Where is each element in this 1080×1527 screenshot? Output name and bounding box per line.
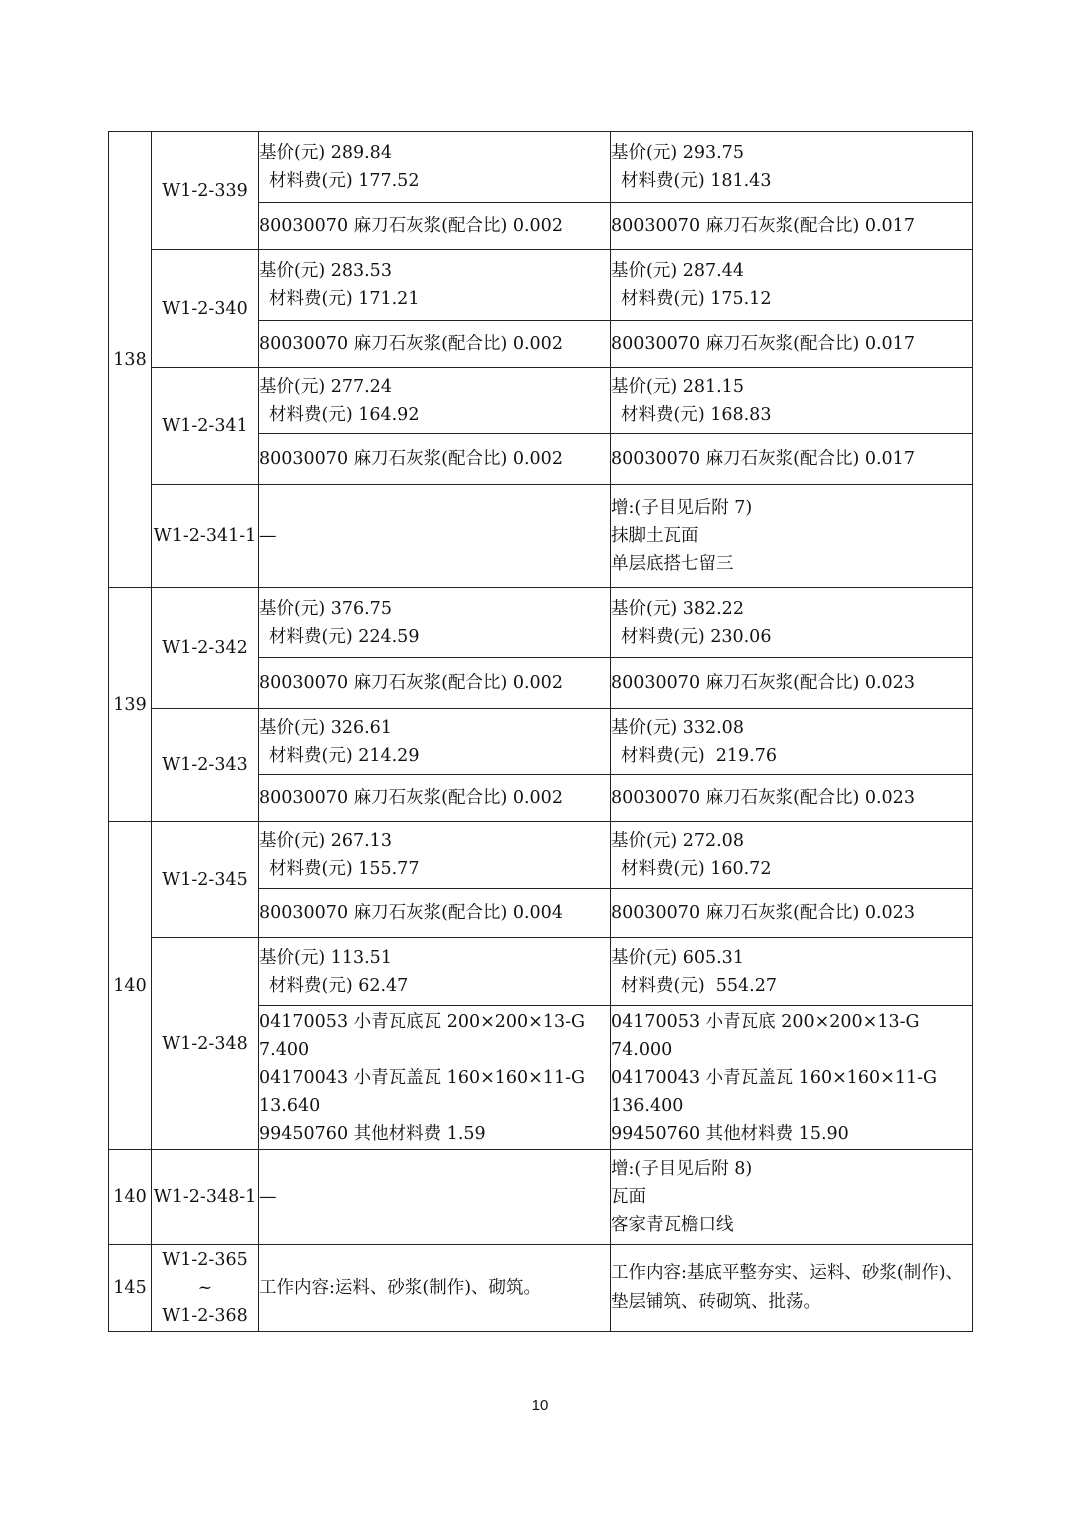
revised-price-cell	[611, 822, 973, 889]
revised-addition-cell	[611, 485, 973, 588]
revised-price-cell	[611, 250, 973, 321]
base-price-text: 基价(元) 605.31	[611, 947, 744, 968]
quota-code-cell: W1-2-343	[152, 709, 259, 822]
revised-addition-cell	[611, 1150, 973, 1245]
material-fee-text: 材料费(元) 177.52	[269, 171, 420, 191]
quota-code-cell: W1-2-342	[152, 588, 259, 709]
addition-line: 瓦面	[611, 1187, 646, 1207]
material-fee-text: 材料费(元) 554.27	[621, 975, 778, 996]
original-work-content: 工作内容:运料、砂浆(制作)、砌筑。	[259, 1245, 611, 1332]
original-price-cell	[259, 132, 611, 203]
revised-price-cell	[611, 588, 973, 658]
material-fee-text: 材料费(元) 175.12	[621, 289, 772, 309]
range-start: W1-2-365	[162, 1250, 248, 1270]
material-fee-text: 材料费(元) 155.77	[269, 859, 420, 879]
original-empty-cell: —	[259, 485, 611, 588]
original-material-cell: 80030070 麻刀石灰浆(配合比) 0.002	[259, 658, 611, 709]
original-material-cell: 80030070 麻刀石灰浆(配合比) 0.002	[259, 434, 611, 485]
material-qty: 136.400	[611, 1095, 684, 1116]
original-material-cell: 80030070 麻刀石灰浆(配合比) 0.004	[259, 889, 611, 938]
range-tilde: ~	[197, 1278, 213, 1298]
revised-material-cell: 80030070 麻刀石灰浆(配合比) 0.017	[611, 434, 973, 485]
revised-material-cell: 80030070 麻刀石灰浆(配合比) 0.023	[611, 658, 973, 709]
base-price-text: 基价(元) 293.75	[611, 143, 744, 163]
revised-price-cell	[611, 132, 973, 203]
base-price-text: 基价(元) 267.13	[259, 831, 392, 851]
quota-code-cell: W1-2-340	[152, 250, 259, 368]
base-price-text: 基价(元) 272.08	[611, 831, 744, 851]
revised-price-cell	[611, 368, 973, 434]
revised-material-cell: 80030070 麻刀石灰浆(配合比) 0.017	[611, 321, 973, 368]
addition-line: 单层底搭七留三	[611, 554, 734, 574]
quota-code-cell: W1-2-348-1	[152, 1150, 259, 1245]
item-number-cell: 138	[109, 132, 152, 588]
base-price-text: 基价(元) 113.51	[259, 947, 392, 968]
original-price-cell	[259, 822, 611, 889]
base-price-text: 基价(元) 281.15	[611, 376, 744, 397]
material-fee-text: 材料费(元) 164.92	[269, 404, 420, 425]
material-qty: 7.400	[259, 1039, 310, 1060]
material-fee-text: 材料费(元) 230.06	[621, 626, 772, 647]
original-price-cell	[259, 588, 611, 658]
material-fee-text: 材料费(元) 214.29	[269, 745, 420, 766]
base-price-text: 基价(元) 283.53	[259, 261, 392, 281]
base-price-text: 基价(元) 376.75	[259, 598, 392, 619]
material-fee-text: 材料费(元) 219.76	[621, 745, 778, 766]
revised-material-cell: 80030070 麻刀石灰浆(配合比) 0.017	[611, 203, 973, 250]
item-number-cell: 140	[109, 1150, 152, 1245]
original-material-cell: 80030070 麻刀石灰浆(配合比) 0.002	[259, 775, 611, 822]
original-price-cell	[259, 709, 611, 775]
revised-price-cell	[611, 938, 973, 1006]
revised-work-content: 工作内容:基底平整夯实、运料、砂浆(制作)、垫层铺筑、砖砌筑、批荡。	[611, 1245, 973, 1332]
material-qty: 74.000	[611, 1039, 673, 1060]
material-line: 04170053 小青瓦底 200×200×13-G	[611, 1011, 920, 1032]
quota-code-range-cell	[152, 1245, 259, 1332]
material-fee-text: 材料费(元) 168.83	[621, 404, 772, 425]
item-number-cell: 145	[109, 1245, 152, 1332]
material-fee-text: 材料费(元) 181.43	[621, 171, 772, 191]
item-number-cell: 140	[109, 822, 152, 1150]
base-price-text: 基价(元) 382.22	[611, 598, 744, 619]
base-price-text: 基价(元) 289.84	[259, 143, 392, 163]
base-price-text: 基价(元) 277.24	[259, 376, 392, 397]
base-price-text: 基价(元) 332.08	[611, 717, 744, 738]
material-line: 04170053 小青瓦底瓦 200×200×13-G	[259, 1011, 585, 1032]
original-empty-cell: —	[259, 1150, 611, 1245]
addition-note: 增:(子目见后附 8)	[611, 1159, 753, 1179]
material-fee-text: 材料费(元) 160.72	[621, 859, 772, 879]
addition-line: 客家青瓦檐口线	[611, 1215, 734, 1235]
material-fee-text: 材料费(元) 171.21	[269, 289, 420, 309]
addition-note: 增:(子目见后附 7)	[611, 498, 753, 518]
item-number-cell: 139	[109, 588, 152, 822]
quota-code-cell: W1-2-345	[152, 822, 259, 938]
quota-code-cell: W1-2-341	[152, 368, 259, 485]
range-end: W1-2-368	[162, 1306, 248, 1326]
revised-price-cell	[611, 709, 973, 775]
quota-adjustment-table	[108, 131, 973, 1332]
original-price-cell	[259, 938, 611, 1006]
revised-material-cell: 80030070 麻刀石灰浆(配合比) 0.023	[611, 775, 973, 822]
base-price-text: 基价(元) 326.61	[259, 717, 392, 738]
material-line: 04170043 小青瓦盖瓦 160×160×11-G	[259, 1067, 585, 1088]
revised-material-cell: 80030070 麻刀石灰浆(配合比) 0.023	[611, 889, 973, 938]
material-line: 04170043 小青瓦盖瓦 160×160×11-G	[611, 1067, 937, 1088]
material-fee-text: 材料费(元) 224.59	[269, 626, 420, 647]
quota-code-cell: W1-2-348	[152, 938, 259, 1150]
material-line: 99450760 其他材料费 1.59	[259, 1123, 486, 1144]
base-price-text: 基价(元) 287.44	[611, 261, 744, 281]
revised-material-list	[611, 1006, 973, 1150]
quota-code-cell: W1-2-339	[152, 132, 259, 250]
material-line: 99450760 其他材料费 15.90	[611, 1123, 849, 1144]
material-fee-text: 材料费(元) 62.47	[269, 975, 409, 996]
original-price-cell	[259, 250, 611, 321]
original-material-cell: 80030070 麻刀石灰浆(配合比) 0.002	[259, 321, 611, 368]
original-price-cell	[259, 368, 611, 434]
original-material-cell: 80030070 麻刀石灰浆(配合比) 0.002	[259, 203, 611, 250]
quota-code-cell: W1-2-341-1	[152, 485, 259, 588]
original-material-list	[259, 1006, 611, 1150]
page-number: 10	[531, 1397, 549, 1414]
material-qty: 13.640	[259, 1095, 321, 1116]
addition-line: 抹脚土瓦面	[611, 526, 699, 546]
